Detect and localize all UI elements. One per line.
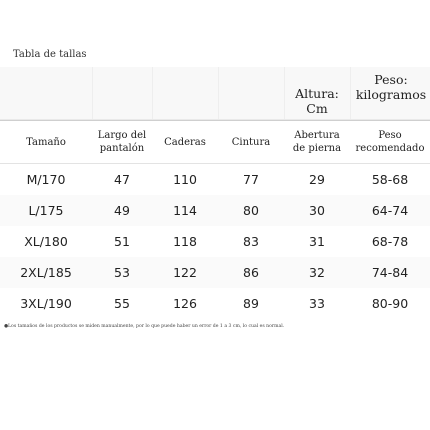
- column-divider: [152, 67, 153, 119]
- cell-leg-opening: 30: [309, 203, 325, 218]
- size-table: [0, 67, 430, 319]
- header-size: Tamaño: [26, 136, 66, 148]
- header-hips: Caderas: [164, 136, 206, 148]
- header-recommended-weight: Peso recomendado: [355, 130, 425, 154]
- header-leg-opening: Abertura de pierna: [292, 130, 342, 154]
- height-unit-label: Altura: Cm: [295, 86, 339, 116]
- cell-size: 3XL/190: [20, 296, 72, 311]
- header-pant-length: Largo del pantalón: [97, 130, 147, 154]
- cell-waist: 80: [243, 203, 259, 218]
- cell-waist: 89: [243, 296, 259, 311]
- cell-pant-length: 53: [114, 265, 130, 280]
- cell-hips: 122: [173, 265, 197, 280]
- cell-recommended-weight: 80-90: [371, 296, 409, 311]
- cell-hips: 110: [173, 172, 197, 187]
- cell-size: 2XL/185: [20, 265, 72, 280]
- units-header-band: [0, 67, 430, 120]
- size-chart-title: Tabla de tallas: [13, 49, 87, 60]
- cell-waist: 86: [243, 265, 259, 280]
- cell-size: XL/180: [24, 234, 68, 249]
- cell-recommended-weight: 68-78: [371, 234, 409, 249]
- cell-recommended-weight: 58-68: [371, 172, 409, 187]
- cell-size: L/175: [28, 203, 64, 218]
- cell-leg-opening: 31: [309, 234, 325, 249]
- cell-waist: 77: [243, 172, 259, 187]
- table-row: [0, 164, 430, 195]
- cell-leg-opening: 32: [309, 265, 325, 280]
- cell-waist: 83: [243, 234, 259, 249]
- table-row: [0, 195, 430, 226]
- header-waist: Cintura: [231, 136, 271, 148]
- column-divider: [92, 67, 93, 119]
- table-row: [0, 288, 430, 319]
- column-header-row: [0, 120, 430, 164]
- cell-pant-length: 49: [114, 203, 130, 218]
- measurement-disclaimer: ●Los tamaños de los productos se miden manualmente, por lo que puede haber un error de 1 a 3 cm, lo cual es normal.: [4, 324, 285, 329]
- cell-hips: 126: [173, 296, 197, 311]
- weight-unit-label: [352, 72, 430, 102]
- column-divider: [218, 67, 219, 119]
- cell-hips: 114: [173, 203, 197, 218]
- weight-unit-line1: Peso:: [374, 72, 408, 87]
- cell-pant-length: 51: [114, 234, 130, 249]
- cell-pant-length: 47: [114, 172, 130, 187]
- table-row: [0, 257, 430, 288]
- cell-size: M/170: [26, 172, 66, 187]
- cell-recommended-weight: 74-84: [371, 265, 409, 280]
- cell-pant-length: 55: [114, 296, 130, 311]
- cell-leg-opening: 29: [309, 172, 325, 187]
- weight-unit-line2: kilogramos: [355, 87, 427, 102]
- cell-leg-opening: 33: [309, 296, 325, 311]
- column-divider: [350, 67, 351, 119]
- table-row: [0, 226, 430, 257]
- cell-hips: 118: [173, 234, 197, 249]
- cell-recommended-weight: 64-74: [371, 203, 409, 218]
